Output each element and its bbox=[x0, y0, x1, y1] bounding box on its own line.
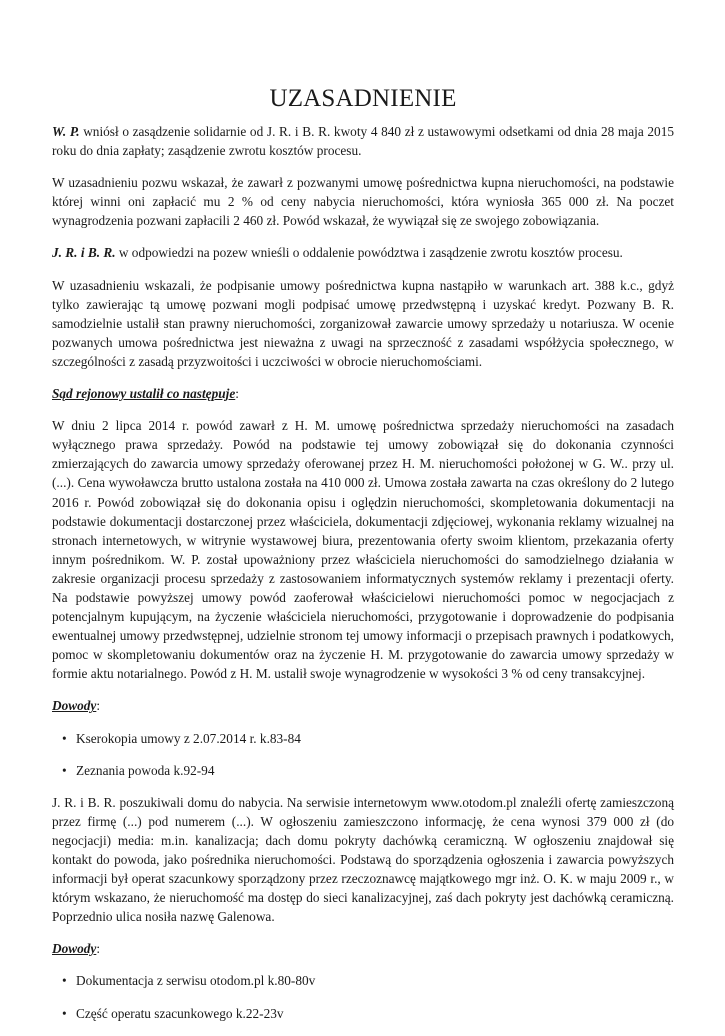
section-heading-findings-text: Sąd rejonowy ustalił co następuje bbox=[52, 386, 236, 402]
evidence-list-2 bbox=[52, 971, 674, 1022]
paragraph-response-text: w odpowiedzi na pozew wnieśli o oddalenie powództwa i zasądzenie zwrotu kosztów procesu. bbox=[115, 245, 623, 261]
bullet-icon: • bbox=[62, 973, 67, 989]
evidence-item-text: Kserokopia umowy z 2.07.2014 r. k.83-84 bbox=[76, 730, 301, 746]
paragraph-findings: W dniu 2 lipca 2014 r. powód zawarł z H. M. umowę pośrednictwa sprzedaży nieruchomości na zasadach wyłącznego prawa sprzedaży. Powód na podstawie tej umowy zobowiązał się do dokonania czynności zmierzających do zawarcia umowy sprzedaży oferowanej przez H. M. nieruchomości położonej w G. W.. przy ul. (...). Cena wywoławcza brutto ustalona została na 410 000 zł. Umowa została zawarta na czas określony do 2 lutego 2016 r. Powód zobowiązał się do dokonania opisu i oględzin nieruchomości, skompletowania dokumentacji na podstawie dokumentacji dostarczonej przez właściciela, dokumentacji zdjęciowej, wykonania reklamy wizualnej na stronach internetowych, w witrynie wystawowej biura, prezentowania oferty swoim klientom, przekazania oferty innym pośrednikom. W. P. został upoważniony przez właściciela nieruchomości do samodzielnego działania w zakresie organizacji procesu sprzedaży z zastosowaniem informatycznych systemów reklamy i prezentacji oferty. Na podstawie powyższej umowy powód zaoferował właścicielowi nieruchomości pomoc w negocjacjach z potencjalnym kupującym, na życzenie właściciela nieruchomości, przygotowanie i doprowadzenie do podpisania ewentualnej umowy przedwstępnej, udzielnie stronom tej umowy informacji o przepisach prawnych i podatkowych, pomoc w skompletowaniu dokumentów oraz na życzenie H. M. przygotowanie do zawarcia umowy sprzedaży w formie aktu notarialnego. Powód z H. M. ustalił swoje wynagrodzenie w wysokości 3 % od ceny transakcyjnej. bbox=[52, 418, 674, 682]
evidence-heading-1 bbox=[52, 696, 674, 715]
evidence-item bbox=[52, 971, 674, 990]
bullet-icon: • bbox=[62, 1005, 67, 1021]
paragraph-response bbox=[52, 243, 674, 262]
section-heading-findings-colon: : bbox=[235, 386, 239, 402]
evidence-item-text: Dokumentacja z serwisu otodom.pl k.80-80v bbox=[76, 973, 316, 989]
document-title: UZASADNIENIE bbox=[269, 85, 457, 112]
bullet-icon: • bbox=[62, 762, 67, 778]
evidence-item-text: Część operatu szacunkowego k.22-23v bbox=[76, 1005, 284, 1021]
paragraph-claim-justification: W uzasadnieniu pozwu wskazał, że zawarł z pozwanymi umowę pośrednictwa kupna nieruchomości, na podstawie której winni oni zapłacić mu 2 % od ceny nabycia nieruchomości, która wyniosła 365 000 zł. Na poczet wynagrodzenia pozwani zapłacili 2 460 zł. Powód wskazał, że wywiązał się ze swojego zobowiązania. bbox=[52, 175, 674, 229]
evidence-list-1 bbox=[52, 729, 674, 780]
evidence-item bbox=[52, 729, 674, 748]
evidence-heading-2 bbox=[52, 939, 674, 958]
evidence-heading-1-text: Dowody bbox=[52, 698, 97, 714]
evidence-item bbox=[52, 761, 674, 780]
claimant-name: W. P. bbox=[52, 124, 80, 139]
defendants-names: J. R. i B. R. bbox=[52, 245, 116, 261]
evidence-item-text: Zeznania powoda k.92-94 bbox=[76, 762, 215, 778]
section-heading-findings bbox=[52, 384, 674, 403]
paragraph-claim bbox=[52, 122, 674, 160]
document-page bbox=[52, 84, 674, 1036]
bullet-icon: • bbox=[62, 730, 67, 746]
evidence-heading-2-text: Dowody bbox=[52, 941, 97, 957]
paragraph-claim-text: wniósł o zasądzenie solidarnie od J. R. i B. R. kwoty 4 840 zł z ustawowymi odsetkami od dnia 28 maja 2015 roku do dnia zapłaty; zasądzenie zwrotu kosztów procesu. bbox=[52, 124, 674, 159]
evidence-item bbox=[52, 1004, 674, 1023]
paragraph-response-justification: W uzasadnieniu wskazali, że podpisanie umowy pośrednictwa kupna nastąpiło w warunkach art. 388 k.c., gdyż tylko zawierając tą umowę pozwani mogli podpisać umowę przedwstępną i uzyskać kredyt. Pozwany B. R. samodzielnie ustalił stan prawny nieruchomości, zorganizował zawarcie umowy sprzedaży u notariusza. W ocenie pozwanych umowa pośrednictwa jest nieważna z uwagi na sprzeczność z zasadami współżycia społecznego, w szczególności z zasadą przyzwoitości i uczciwości w obrocie nieruchomościami. bbox=[52, 277, 674, 369]
paragraph-search: J. R. i B. R. poszukiwali domu do nabycia. Na serwisie internetowym www.otodom.pl znaleźli ofertę zamieszczoną przez firmę (...) pod numerem (...). W ogłoszeniu zamieszczono informację, że cena wynosi 379 000 zł (do negocjacji) media: m.in. kanalizacja; dach domu pokryty dachówką ceramiczną. W ogłoszeniu znajdował się kontakt do powoda, jako pośrednika nieruchomości. Podstawą do sporządzenia ogłoszenia i zawarcia powyższych informacji był operat szacunkowy sporządzony przez rzeczoznawcę majątkowego mgr inż. O. K. w maju 2009 r., w którym wskazano, że nieruchomość ma dostęp do sieci kanalizacyjnej, zaś dach pokryty jest dachówką ceramiczną. Poprzednio ulica nosiła nazwę Galenowa. bbox=[52, 794, 674, 925]
evidence-heading-1-colon: : bbox=[96, 698, 101, 714]
evidence-heading-2-colon: : bbox=[96, 941, 101, 957]
